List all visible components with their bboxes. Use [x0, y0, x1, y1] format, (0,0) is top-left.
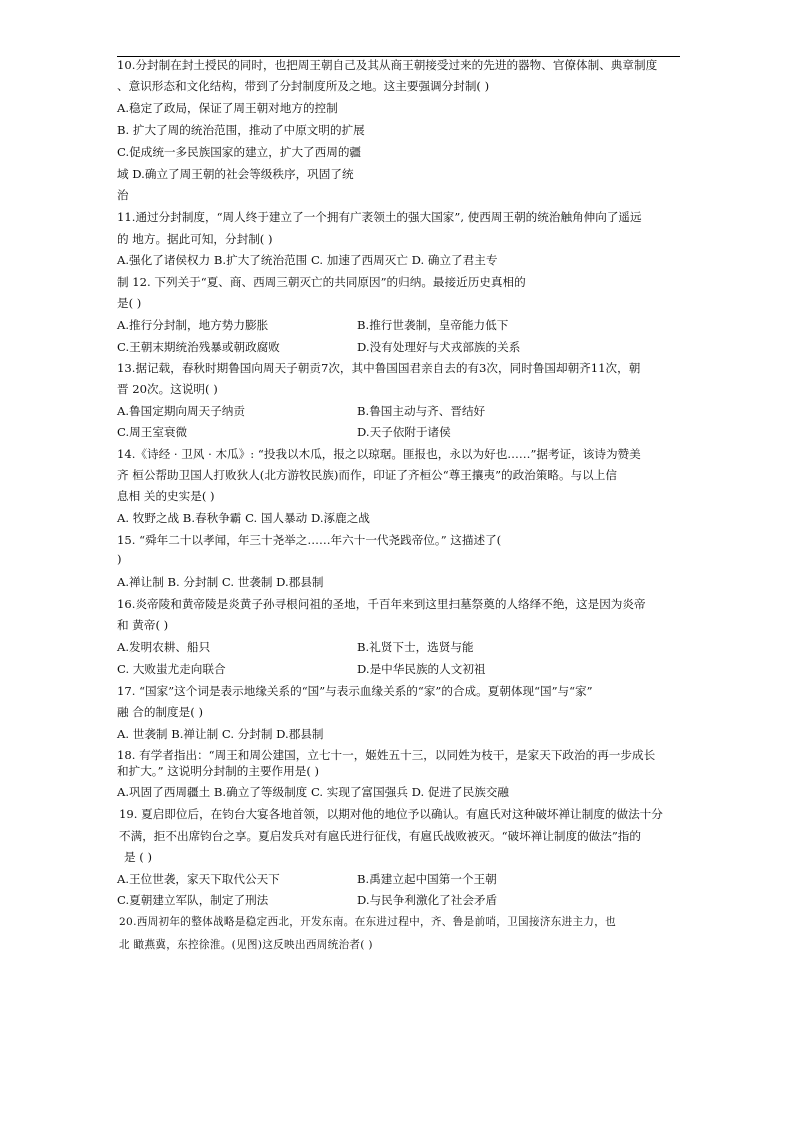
q17-options: A. 世袭制 B.禅让制 C. 分封制 D.郡县制 — [117, 727, 324, 741]
q18-stem-line2: 和扩大。” 这说明分封制的主要作用是( ) — [117, 764, 320, 778]
q14-options: A. 牧野之战 B.春秋争霸 C. 国人暴动 D.涿鹿之战 — [117, 511, 370, 525]
q12-option-b: B.推行世袭制，皇帝能力低下 — [357, 318, 509, 332]
q13-option-b: B.鲁国主动与齐、晋结好 — [357, 404, 486, 418]
q12-option-a: A.推行分封制，地方势力膨胀 — [117, 318, 269, 332]
q20-stem-line1: 20.西周初年的整体战略是稳定西北，开发东南。在东进过程中，齐、鲁是前哨，卫国接济东进主力，也 — [119, 916, 617, 928]
q13-option-d: D.天子依附于诸侯 — [357, 425, 451, 439]
q10-option-d-cont: 治 — [117, 188, 129, 202]
q12-stem-line2: 是( ) — [117, 296, 142, 310]
q16-option-a: A.发明农耕、船只 — [117, 640, 211, 654]
q19-option-d: D.与民争利激化了社会矛盾 — [357, 893, 498, 907]
q10-stem-line1: 10.分封制在封土授民的同时，也把周王朝自己及其从商王朝接受过来的先进的器物、官僚体制、典章制度 — [117, 58, 658, 72]
q17-stem-line1: 17. “国家”这个词是表示地缘关系的“国”与表示血缘关系的“家”的合成。夏朝体现“国”与“家” — [117, 684, 593, 698]
q13-option-a: A.鲁国定期向周天子纳贡 — [117, 404, 245, 418]
q13-option-c: C.周王室衰微 — [117, 425, 188, 439]
q19-option-c: C.夏朝建立军队，制定了刑法 — [117, 893, 269, 907]
q16-option-c: C. 大败蚩尤走向联合 — [117, 662, 226, 676]
q11-stem-line2: 的 地方。据此可知，分封制( ) — [117, 232, 273, 246]
q10-option-c-d: 域 D.确立了周王朝的社会等级秩序，巩固了统 — [117, 167, 354, 181]
q13-stem-line2: 晋 20次。这说明( ) — [117, 382, 218, 396]
q12-option-c: C.王朝末期统治残暴或朝政腐败 — [117, 340, 280, 354]
q12-option-d: D.没有处理好与犬戎部族的关系 — [357, 340, 521, 354]
q10-option-a: A.稳定了政局，保证了周王朝对地方的控制 — [117, 101, 338, 115]
q19-stem-line2: 不满，拒不出席钧台之享。夏启发兵对有扈氏进行征伐，有扈氏战败被灭。“破坏禅让制度的做法”指的 — [119, 829, 641, 843]
q16-option-d: D.是中华民族的人文初祖 — [357, 662, 486, 676]
q11-stem-line1: 11.通过分封制度，“周人终于建立了一个拥有广袤领土的强大国家”, 使西周王朝的统治触角伸向了遥远 — [117, 210, 642, 224]
q16-stem-line1: 16.炎帝陵和黄帝陵是炎黄子孙寻根问祖的圣地，千百年来到这里扫墓祭奠的人络绎不绝，这是因为炎帝 — [117, 597, 646, 611]
q15-stem-line2: ) — [117, 552, 122, 566]
q10-option-c: C.促成统一多民族国家的建立，扩大了西周的疆 — [117, 145, 362, 159]
q15-options: A.禅让制 B. 分封制 C. 世袭制 D.郡县制 — [117, 575, 324, 589]
q19-option-a: A.王位世袭，家天下取代公天下 — [117, 872, 280, 886]
q12-stem-line1: 制 12. 下列关于“夏、商、西周三朝灭亡的共同原因”的归纳。最接近历史真相的 — [117, 275, 526, 289]
q10-option-b: B. 扩大了周的统治范围，推动了中原文明的扩展 — [117, 123, 365, 137]
q18-stem-line1: 18. 有学者指出：“周王和周公建国，立七十一，姬姓五十三，以同姓为枝干，是家天下政治的再一步成长 — [117, 748, 656, 762]
q16-option-b: B.礼贤下士，选贤与能 — [357, 640, 474, 654]
q19-stem-line1: 19. 夏启即位后，在钧台大宴各地首领，以期对他的地位予以确认。有扈氏对这种破坏禅让制度的做法十分 — [119, 807, 663, 821]
q15-stem-line1: 15. “舜年二十以孝闻，年三十尧举之……年六十一代尧践帝位。” 这描述了( — [117, 533, 502, 547]
q19-option-b: B.禹建立起中国第一个王朝 — [357, 872, 497, 886]
q14-stem-line3: 息相 关的史实是( ) — [117, 489, 215, 503]
q20-stem-line2: 北 瞰燕冀，东控徐淮。(见图)这反映出西周统治者( ) — [119, 939, 373, 951]
q17-stem-line2: 融 合的制度是( ) — [117, 705, 203, 719]
q16-stem-line2: 和 黄帝( ) — [117, 618, 169, 632]
q13-stem-line1: 13.据记载，春秋时期鲁国向周天子朝贡7次，其中鲁国国君亲自去的有3次，同时鲁国却朝齐11次，朝 — [117, 361, 641, 375]
q14-stem-line2: 齐 桓公帮助卫国人打败狄人(北方游牧民族)而作，印证了齐桓公“尊王攘夷”的政治策略。与以上信 — [117, 468, 617, 482]
q19-stem-line3: 是 ( ) — [124, 850, 153, 864]
q18-options: A.巩固了西周疆土 B.确立了等级制度 C. 实现了富国强兵 D. 促进了民族交融 — [117, 785, 510, 799]
q10-stem-line2: 、意识形态和文化结构，带到了分封制度所及之地。这主要强调分封制( ) — [117, 79, 490, 93]
q14-stem-line1: 14.《诗经 · 卫风 · 木瓜》: “投我以木瓜，报之以琼琚。匪报也，永以为好也……”据考证，该诗为赞美 — [117, 447, 641, 461]
q11-options: A.强化了诸侯权力 B.扩大了统治范围 C. 加速了西周灭亡 D. 确立了君主专 — [117, 253, 498, 267]
